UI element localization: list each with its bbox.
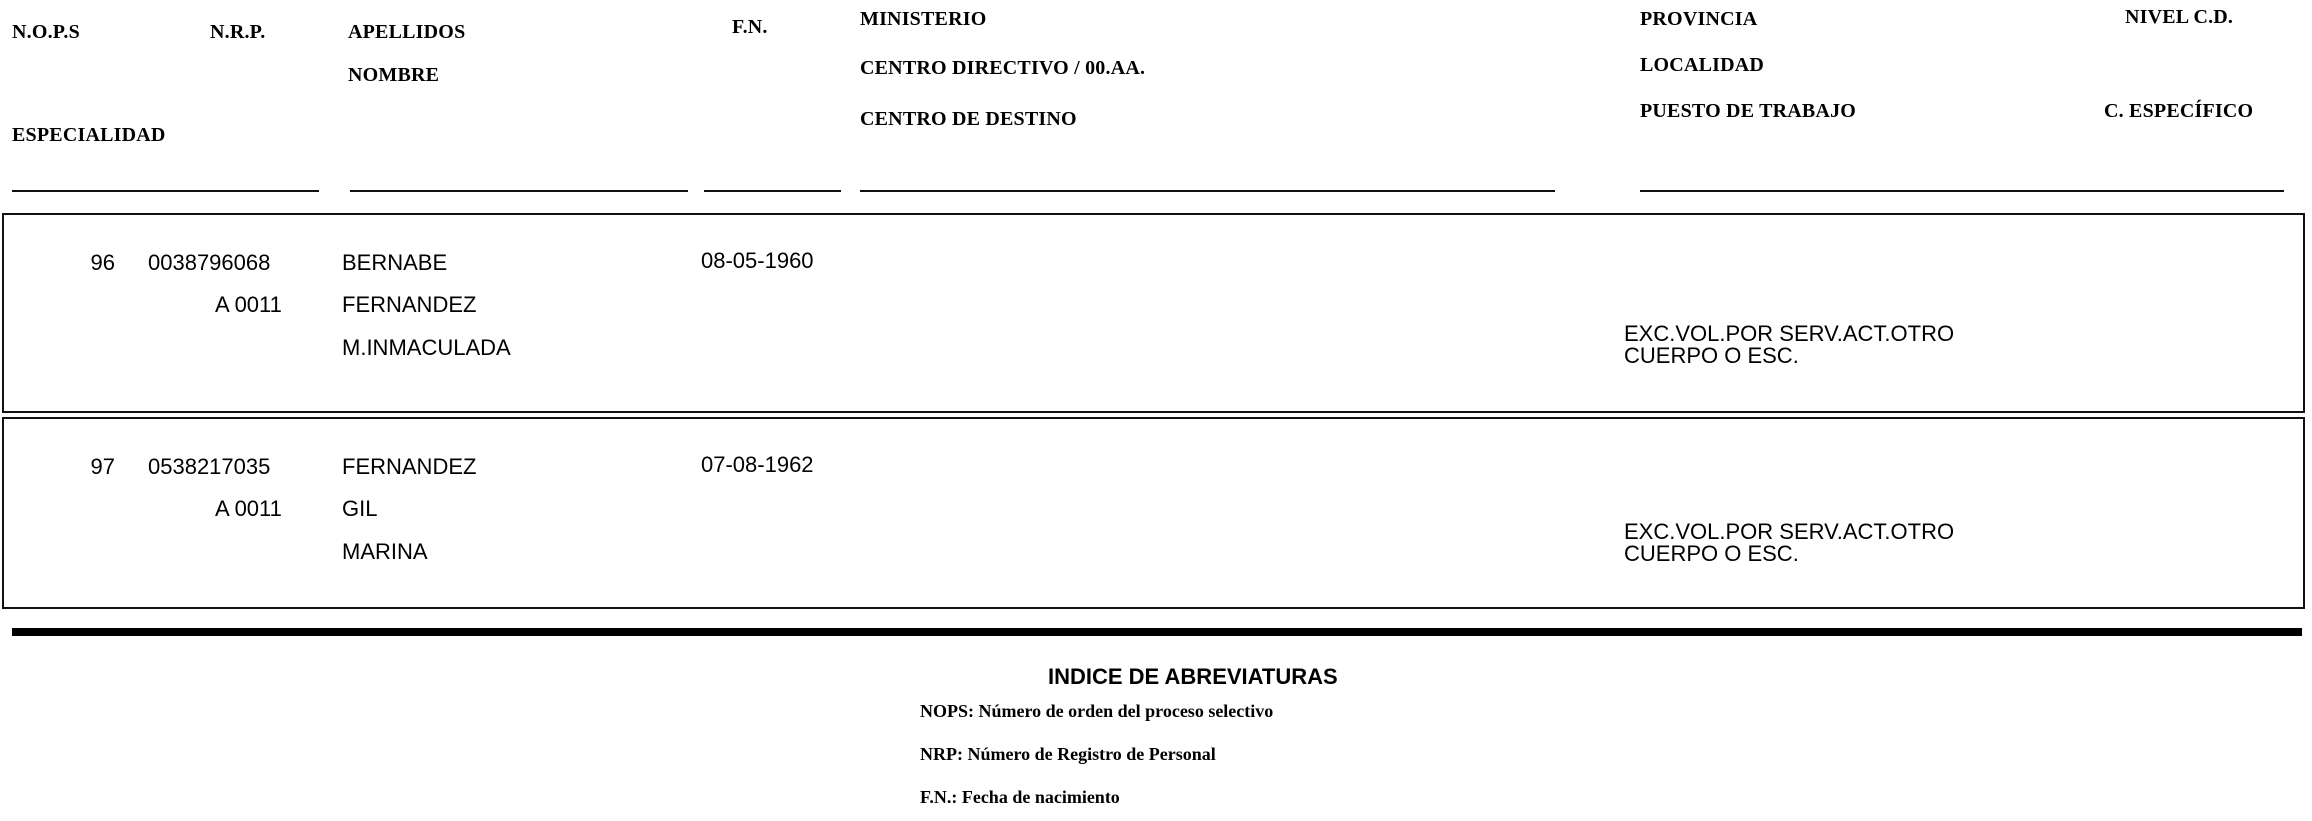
- header-rule: [1640, 190, 2284, 192]
- record-row: [2, 417, 2305, 609]
- record-apellido2: FERNANDEZ: [342, 292, 477, 317]
- header-fecha-nacimiento: F.N.: [732, 16, 768, 38]
- record-nombre: MARINA: [342, 539, 428, 564]
- header-rule: [350, 190, 688, 192]
- abbreviation-item: NRP: Número de Registro de Personal: [920, 744, 1216, 764]
- header-centro-directivo: CENTRO DIRECTIVO / 00.AA.: [860, 57, 1146, 79]
- header-nrp: N.R.P.: [210, 21, 266, 43]
- header-provincia: PROVINCIA: [1640, 8, 1758, 30]
- header-nombre: NOMBRE: [348, 64, 440, 86]
- header-rule: [860, 190, 1555, 192]
- header-localidad: LOCALIDAD: [1640, 54, 1765, 76]
- record-nrp: 0038796068: [148, 250, 271, 275]
- header-rule: [12, 190, 319, 192]
- header-nivel-cd: NIVEL C.D.: [2125, 6, 2234, 28]
- record-apellido1: FERNANDEZ: [342, 454, 477, 479]
- header-puesto-trabajo: PUESTO DE TRABAJO: [1640, 100, 1857, 122]
- record-apellido1: BERNABE: [342, 250, 448, 275]
- record-nrp: 0538217035: [148, 454, 271, 479]
- record-nombre: M.INMACULADA: [342, 335, 511, 360]
- abbreviation-item: NOPS: Número de orden del proceso selectivo: [920, 701, 1274, 721]
- record-apellido2: GIL: [342, 496, 378, 521]
- record-puesto-line2: CUERPO O ESC.: [1624, 343, 1799, 368]
- abbreviation-item: F.N.: Fecha de nacimiento: [920, 787, 1120, 807]
- header-apellidos: APELLIDOS: [348, 21, 466, 43]
- record-puesto-line1: EXC.VOL.POR SERV.ACT.OTRO: [1624, 519, 1955, 544]
- record-nops: 97: [90, 454, 115, 479]
- record-fecha-nacimiento: 07-08-1962: [701, 452, 814, 477]
- header-centro-destino: CENTRO DE DESTINO: [860, 108, 1077, 130]
- header-complemento-especifico: C. ESPECÍFICO: [2104, 100, 2254, 122]
- header-nops: N.O.P.S: [12, 21, 80, 43]
- record-nops: 96: [90, 250, 115, 275]
- record-fecha-nacimiento: 08-05-1960: [701, 248, 814, 273]
- record-code: A 0011: [215, 496, 282, 521]
- record-row: [2, 213, 2305, 413]
- record-puesto-line2: CUERPO O ESC.: [1624, 541, 1799, 566]
- header-ministerio: MINISTERIO: [860, 8, 987, 30]
- header-especialidad: ESPECIALIDAD: [12, 124, 166, 146]
- abbreviations-title: INDICE DE ABREVIATURAS: [1048, 664, 1338, 689]
- header-rule: [704, 190, 841, 192]
- record-puesto-line1: EXC.VOL.POR SERV.ACT.OTRO: [1624, 321, 1955, 346]
- section-divider: [12, 628, 2302, 636]
- record-code: A 0011: [215, 292, 282, 317]
